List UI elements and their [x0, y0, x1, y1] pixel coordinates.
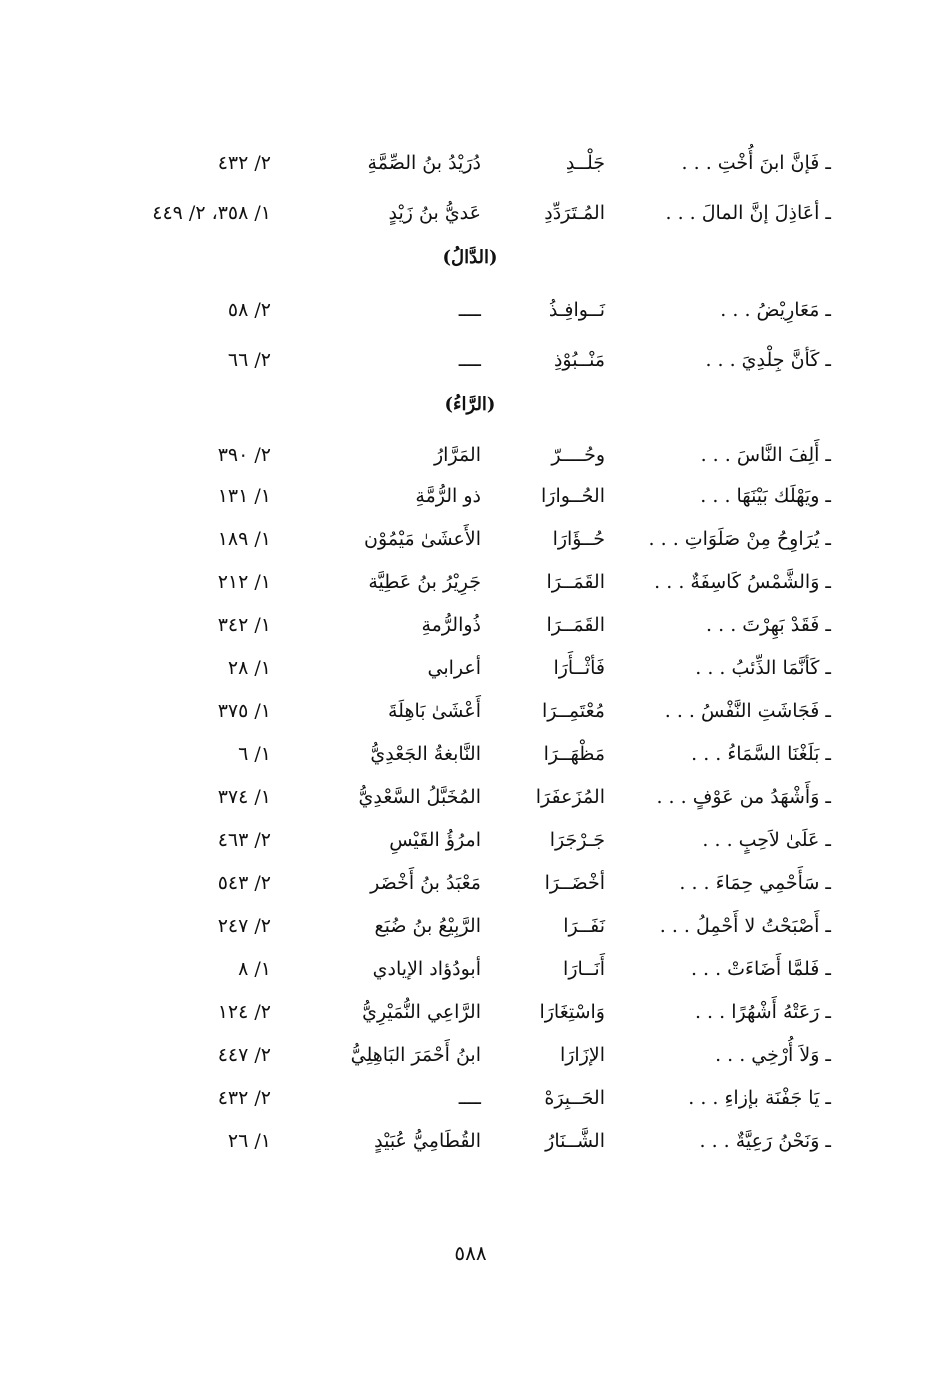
- rhyme-word: الحُــوارَا: [540, 485, 605, 507]
- rhyme-word: نَــوافِـذُ: [548, 299, 605, 321]
- poet-name: ابنُ أَحْمَرَ البَاهِلِيُّ: [350, 1044, 481, 1066]
- volume-page-ref: ١/ ٢٦: [227, 1130, 271, 1152]
- verse-opening: ـ فَقَدْ بَهِرْتَ . . .: [706, 614, 831, 636]
- verse-opening: ـ أَصْبَحْتُ لا أَحْمِلُ . . .: [659, 915, 831, 937]
- index-row: [0, 605, 941, 645]
- rhyme-word: حُــؤَارَا: [552, 528, 605, 550]
- verse-opening: ـ رَعَتْهُ أَشْهُرًا . . .: [694, 1001, 831, 1023]
- verse-opening: ـ يَا جَفْنَة بإزاءِ . . .: [688, 1087, 831, 1109]
- volume-page-ref: ١/ ١٨٩: [217, 528, 271, 550]
- poet-name: مَعْبَدُ بنُ أَخْضَر: [370, 872, 481, 894]
- rhyme-word: القَمَــرَا: [546, 571, 605, 593]
- rhyme-word: الشَّــنَارُ: [545, 1130, 605, 1152]
- verse-opening: ـ بَلَغْنَا السَّمَاءُ . . .: [691, 743, 831, 765]
- rhyme-word: وَاسْتِغَارَا: [539, 1001, 605, 1023]
- poet-name: أبودُؤاد الإيادي: [372, 958, 481, 980]
- volume-page-ref: ١/ ٣٧٤: [217, 786, 271, 808]
- volume-page-ref: ٢/ ٦٦: [227, 349, 271, 371]
- rhyme-word: فَأثْــأَرَا: [553, 657, 605, 679]
- volume-page-ref: ٢/ ٥٤٣: [217, 872, 271, 894]
- rhyme-word: الإزَارَا: [559, 1044, 605, 1066]
- volume-page-ref: ١/ ٣٥٨، ٢/ ٤٤٩: [152, 202, 271, 224]
- poet-name: ــــ: [458, 349, 481, 371]
- index-row: [0, 562, 941, 602]
- index-row: [0, 435, 941, 475]
- section-heading-dal: [0, 238, 941, 278]
- rhyme-word: مَظْهَــرَا: [543, 743, 605, 765]
- volume-page-ref: ٢/ ١٢٤: [217, 1001, 271, 1023]
- section-heading-text: (الرَّاءُ): [444, 394, 496, 415]
- verse-opening: ـ كَأنَّمَا الذِّئبُ . . .: [695, 657, 831, 679]
- volume-page-ref: ٢/ ٤٣٢: [217, 1087, 271, 1109]
- rhyme-word: المُزَعفَرَا: [535, 786, 605, 808]
- poet-name: جَرِيْرُ بنُ عَطِيَّة: [368, 571, 481, 593]
- rhyme-word: جَلْــدِ: [565, 152, 605, 174]
- rhyme-word: المُـتَرَدِّدِ: [544, 202, 605, 224]
- index-row: [0, 648, 941, 688]
- verse-opening: ـ فَجَاشَتِ النَّفْسُ . . .: [664, 700, 831, 722]
- volume-page-ref: ٢/ ٥٨: [227, 299, 271, 321]
- index-row: [0, 193, 941, 233]
- poet-name: القُطَامِيُّ عُبَيْدٍ: [374, 1130, 481, 1152]
- page-number: ٥٨٨: [454, 1241, 487, 1265]
- volume-page-ref: ١/ ٨: [238, 958, 271, 980]
- index-row: [0, 290, 941, 330]
- verse-opening: ـ مَعَارِيْضُ . . .: [720, 299, 831, 321]
- rhyme-word: مَنْــبُوْذِ: [553, 349, 605, 371]
- poet-name: المَرَّارُ: [434, 444, 481, 466]
- poet-name: ــــ: [458, 1087, 481, 1109]
- volume-page-ref: ٢/ ٤٤٧: [217, 1044, 271, 1066]
- section-heading-ra: [0, 385, 941, 425]
- index-row: [0, 519, 941, 559]
- rhyme-word: جَـرْجَرَا: [549, 829, 605, 851]
- poet-name: ذُوالرُّمةِ: [421, 614, 481, 636]
- index-row: [0, 340, 941, 380]
- index-row: [0, 949, 941, 989]
- index-row: [0, 1035, 941, 1075]
- verse-opening: ـ سَأَحْمِي حِمَاءَ . . .: [679, 872, 831, 894]
- rhyme-word: القَمَــرَا: [546, 614, 605, 636]
- index-row: [0, 143, 941, 183]
- volume-page-ref: ٢/ ٢٤٧: [217, 915, 271, 937]
- poet-name: أعرابي: [427, 657, 481, 679]
- rhyme-word: أَنَــارَا: [563, 958, 605, 980]
- rhyme-word: نَفَــرَا: [563, 915, 605, 937]
- volume-page-ref: ٢/ ٤٦٣: [217, 829, 271, 851]
- rhyme-word: الحَــبِرَهْ: [544, 1087, 605, 1109]
- volume-page-ref: ١/ ٣٧٥: [217, 700, 271, 722]
- index-row: [0, 863, 941, 903]
- poet-name: المُخَبَّلُ السَّعْدِيُّ: [358, 786, 481, 808]
- index-row: [0, 992, 941, 1032]
- index-row: [0, 906, 941, 946]
- index-row: [0, 476, 941, 516]
- index-row: [0, 1121, 941, 1161]
- index-row: [0, 820, 941, 860]
- verse-opening: ـ يُرَاوِحُ مِنْ صَلَوَاتِ . . .: [648, 528, 831, 550]
- verse-opening: ـ وَلاَ أُرْخِي . . .: [715, 1044, 831, 1066]
- verse-opening: ـ ويَهْلَك بَيْنَهَا . . .: [700, 485, 831, 507]
- rhyme-word: أخْضَــرَا: [544, 872, 605, 894]
- section-heading-text: (الدَّالُ): [442, 247, 498, 268]
- volume-page-ref: ١/ ٣٤٢: [217, 614, 271, 636]
- verse-opening: ـ وَنَحْنُ رَعِيَّةٌ . . .: [699, 1130, 831, 1152]
- verse-opening: ـ فَإنَّ ابنَ أُخْتِ . . .: [681, 152, 831, 174]
- verse-opening: ـ وَالشَّمْسُ كَاسِفَةٌ . . .: [654, 571, 831, 593]
- poet-name: الأَعشَىٰ مَيْمُوْن: [364, 528, 481, 550]
- volume-page-ref: ٢/ ٣٩٠: [217, 444, 271, 466]
- poet-name: أَعْشَىٰ بَاهِلَةَ: [387, 700, 481, 722]
- verse-opening: ـ أَلِفَ النَّاسَ . . .: [700, 444, 831, 466]
- verse-opening: ـ كَأنَّ جِلْدِيَ . . .: [705, 349, 831, 371]
- verse-opening: ـ عَلَىٰ لاَحِبٍ . . .: [702, 829, 831, 851]
- verse-opening: ـ وَأَشْهَدُ من عَوْفٍ . . .: [656, 786, 831, 808]
- index-row: [0, 777, 941, 817]
- poet-name: الرَّاعِي النُّمَيْرِيُّ: [362, 1001, 481, 1023]
- volume-page-ref: ١/ ١٣١: [217, 485, 271, 507]
- poet-name: ــــ: [458, 299, 481, 321]
- poet-name: دُرَيْدُ بنُ الصِّمَّةِ: [367, 152, 481, 174]
- volume-page-ref: ٢/ ٤٣٢: [217, 152, 271, 174]
- poet-name: عَديُّ بنُ زَيْدٍ: [388, 202, 481, 224]
- poet-name: الرَّبِيْعُ بنُ ضُبَع: [374, 915, 481, 937]
- verse-opening: ـ فَلمَّا أَضَاءَتْ . . .: [690, 958, 831, 980]
- poet-name: النَّابغةُ الجَعْدِيُّ: [370, 743, 481, 765]
- poet-name: امرُؤُ القَيْسِ: [389, 829, 481, 851]
- index-row: [0, 734, 941, 774]
- volume-page-ref: ١/ ٢٨: [227, 657, 271, 679]
- rhyme-word: وحُــــرّ: [551, 444, 605, 466]
- rhyme-word: مُعْتَمِــرَا: [542, 700, 605, 722]
- index-row: [0, 1078, 941, 1118]
- poet-name: ذو الرُّمَّةِ: [415, 485, 481, 507]
- index-row: [0, 691, 941, 731]
- verse-opening: ـ أعَاذِلَ إنَّ المالَ . . .: [665, 202, 831, 224]
- volume-page-ref: ١/ ٢١٢: [217, 571, 271, 593]
- volume-page-ref: ١/ ٦: [238, 743, 271, 765]
